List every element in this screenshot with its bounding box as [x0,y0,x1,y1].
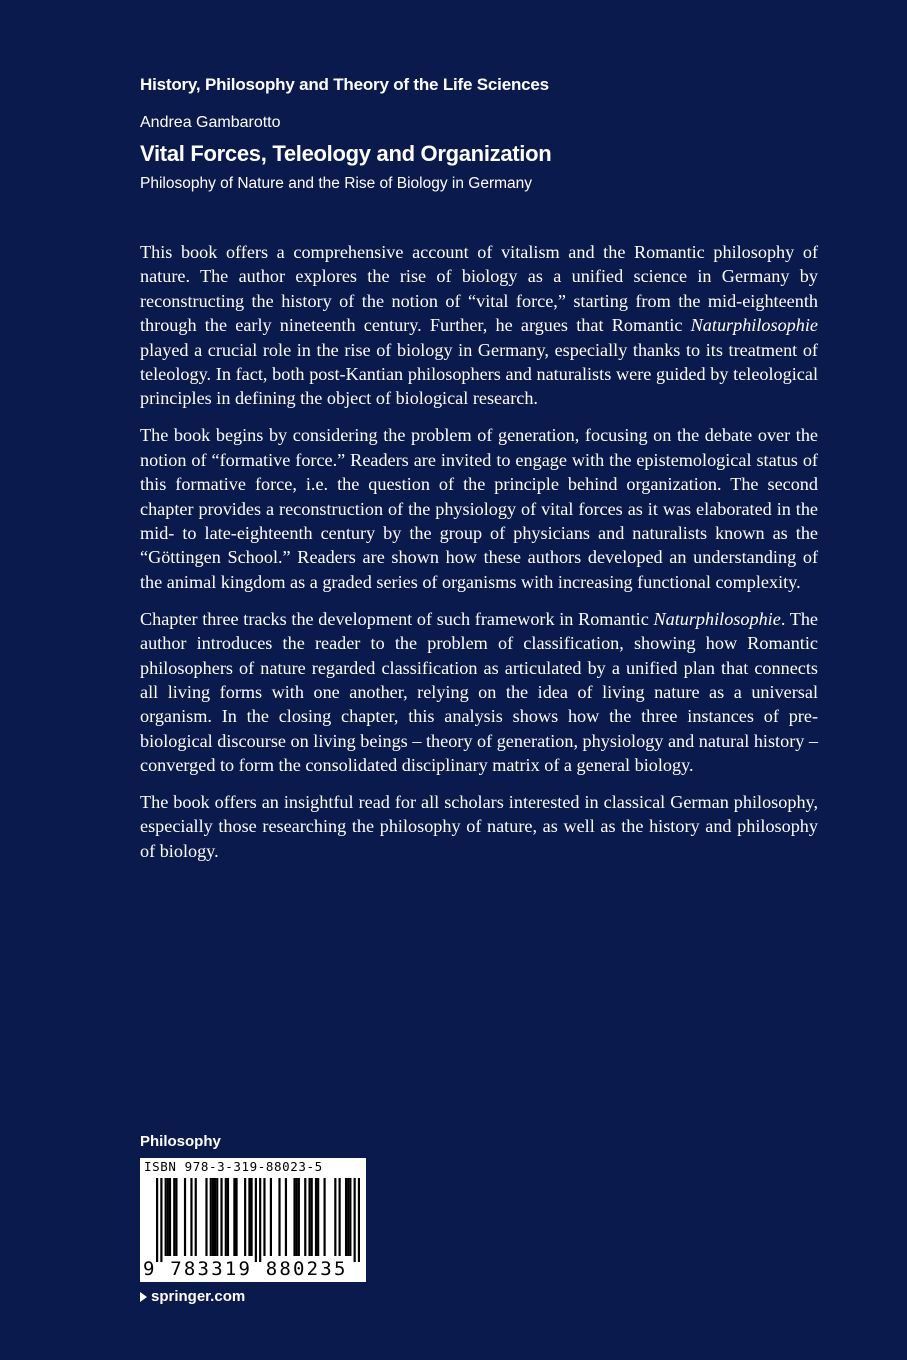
book-subtitle: Philosophy of Nature and the Rise of Biology in Germany [140,175,533,192]
barcode-bar [278,1178,280,1256]
barcode-bar [175,1178,177,1256]
blurb-italic: Naturphilosophie [690,315,818,336]
blurb-text: Chapter three tracks the development of such framework in Romantic [140,608,654,629]
arrow-right-icon [140,1292,147,1302]
barcode-bar [235,1178,237,1256]
barcode-bar [214,1178,216,1256]
isbn-label: ISBN 978-3-319-88023-5 [144,1159,323,1174]
barcode-bar [160,1178,162,1262]
barcode-bar [296,1178,298,1256]
barcode-bar [259,1178,261,1262]
barcode-bar [248,1178,250,1256]
barcode-bar [244,1178,246,1256]
blurb-italic: Naturphilosophie [653,608,781,629]
barcode-bar [349,1178,351,1256]
barcode-bar [205,1178,207,1256]
barcode-bar [308,1178,310,1256]
barcode-bar [184,1178,186,1256]
barcode-bars [156,1178,360,1262]
barcode-bar [270,1178,272,1256]
blurb-paragraph-3 [140,607,818,778]
barcode-bar [263,1178,265,1256]
blurb-text: . The author introduces the reader to the problem of classification, showing how Romantic philosophers of nature regarded classification as articulated by a unified plan that connects all living forms with one another, relying on the idea of living nature as a universal organism. In the closing chapter, this analysis shows how the three instances of pre-biological discourse on living beings – theory of generation, physiology and natural history – converged to form the consolidated disciplinary matrix of a general biology. [140,608,818,776]
barcode-bar [354,1178,356,1262]
blurb-paragraph-2: The book begins by considering the problem of generation, focusing on the debate over the notion of “formative force.” Readers are invited to engage with the epistemological status of this formative force, i.e. the question of the principle behind organization. The second chapter provides a reconstruction of the physiology of vital forces as it was elaborated in the mid- to late-eighteenth century by the group of physicians and naturalists known as the “Göttingen School.” Readers are shown how these authors developed an understanding of the animal kingdom as a graded series of organisms with increasing functional complexity. [140,425,818,592]
barcode-bar [190,1178,192,1256]
barcode-bar [285,1178,287,1256]
barcode-bar [233,1178,235,1256]
barcode-bar [323,1178,325,1256]
blurb [140,240,818,876]
barcode-bar [317,1178,319,1256]
publisher-url-text: springer.com [151,1288,246,1305]
barcode-bar [347,1178,349,1256]
subject-label: Philosophy [140,1133,221,1150]
ean-digits: 9 783319 880235 [143,1258,348,1280]
barcode-bar [250,1178,252,1256]
barcode-bar [167,1178,169,1256]
barcode [140,1158,366,1282]
blurb-paragraph-4: The book offers an insightful read for all scholars interested in classical German philosophy, especially those researching the philosophy of nature, as well as the history and philosophy of biology. [140,792,818,861]
barcode-bar [227,1178,229,1256]
barcode-bar [212,1178,214,1256]
barcode-bar [304,1178,306,1256]
barcode-bar [358,1178,360,1262]
publisher-link[interactable] [140,1288,245,1305]
barcode-bar [225,1178,227,1256]
barcode-bar [298,1178,300,1256]
barcode-bar [173,1178,175,1256]
barcode-bar [293,1178,295,1256]
barcode-bar [210,1178,212,1256]
barcode-bar [345,1178,347,1256]
blurb-text: played a crucial role in the rise of biology in Germany, especially thanks to its treatment of teleology. In fact, both post-Kantian philosophers and naturalists were guided by teleological principles in defining the object of biological research. [140,339,818,409]
barcode-bar [220,1178,222,1256]
book-title: Vital Forces, Teleology and Organization [140,141,552,166]
barcode-bar [315,1178,317,1256]
author-name: Andrea Gambarotto [140,114,281,131]
barcode-bar [169,1178,171,1256]
barcode-bar [311,1178,313,1256]
barcode-bar [339,1178,341,1256]
barcode-bar [195,1178,197,1256]
barcode-bar [255,1178,257,1262]
barcode-bar [156,1178,158,1262]
blurb-paragraph-1 [140,240,818,411]
barcode-bar [216,1178,218,1256]
blurb-text: This book offers a comprehensive account of vitalism and the Romantic philosophy of nature. The author explores the rise of biology as a unified science in Germany by reconstructing the history of the notion of “vital force,” starting from the mid-eighteenth through the early nineteenth century. Further, he argues that Romantic [140,242,818,336]
barcode-bar [165,1178,167,1256]
barcode-bar [334,1178,336,1256]
series-title: History, Philosophy and Theory of the Life Sciences [140,75,549,94]
